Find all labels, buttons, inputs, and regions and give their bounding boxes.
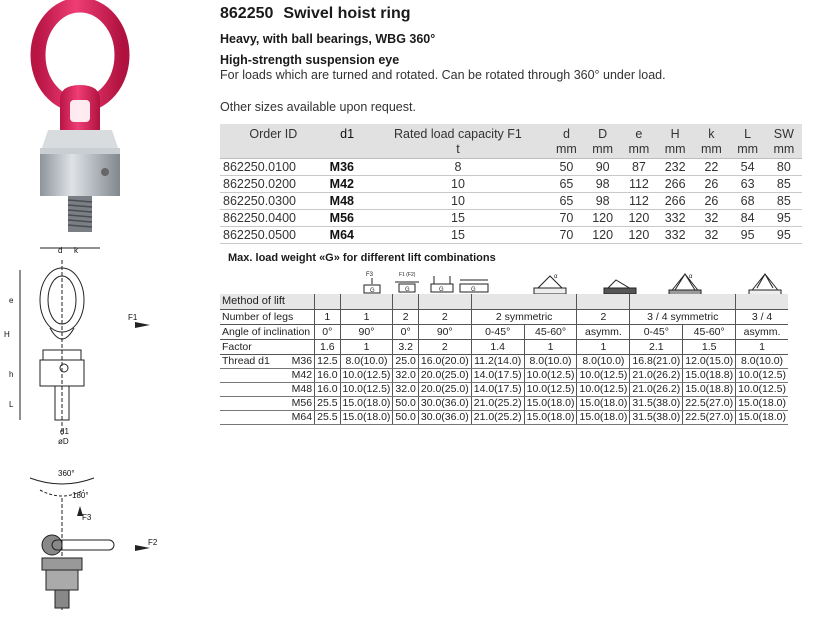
cell-value: 32.0 — [393, 383, 418, 397]
method-5 — [471, 294, 577, 310]
cell-value: 15.0(18.8) — [683, 383, 736, 397]
label-method: Method of lift — [220, 294, 315, 310]
cell-value: 32.0 — [393, 369, 418, 383]
unit-SW: mm — [766, 142, 802, 159]
unit-rated: t — [368, 142, 549, 159]
label-thread: Thread d1 — [220, 355, 288, 369]
cell-L: 54 — [730, 159, 766, 176]
cell-order-id: 862250.0100 — [220, 159, 327, 176]
force-label-f3: F3 — [82, 513, 92, 522]
legs-8: 3 / 4 — [736, 310, 788, 325]
angle-9: 45-60° — [683, 325, 736, 340]
cell-thread: M64 — [288, 411, 315, 425]
method-7 — [630, 294, 736, 310]
cell-e: 87 — [621, 159, 657, 176]
svg-text:F1 (F2): F1 (F2) — [399, 272, 416, 278]
order-table — [220, 124, 802, 244]
cell-d: 70 — [548, 227, 584, 244]
col-rated-load: Rated load capacity F1 — [368, 124, 549, 142]
cell-L: 84 — [730, 210, 766, 227]
cell-value: 31.5(38.0) — [630, 411, 683, 425]
cell-value: 30.0(36.0) — [418, 397, 471, 411]
cell-value: 10.0(12.5) — [340, 369, 393, 383]
availability-note: Other sizes available upon request. — [220, 100, 416, 114]
cell-L: 63 — [730, 176, 766, 193]
cell-SW: 95 — [766, 227, 802, 244]
lift-icon-two-asym — [600, 270, 640, 296]
legs-5: 2 symmetric — [471, 310, 577, 325]
cell-value: 10.0(12.5) — [736, 383, 788, 397]
svg-text:α: α — [689, 274, 693, 280]
cell-k: 26 — [693, 176, 729, 193]
cell-value: 15.0(18.0) — [340, 411, 393, 425]
svg-text:G: G — [471, 287, 476, 293]
cell-D: 98 — [585, 176, 621, 193]
table-row — [220, 227, 802, 244]
order-table-header — [220, 124, 802, 142]
dim-label-oD: øD — [58, 437, 69, 446]
label-empty — [220, 369, 288, 383]
cell-value: 15.0(18.0) — [736, 397, 788, 411]
angle-label-180: 180° — [72, 491, 89, 500]
label-empty — [220, 411, 288, 425]
angle-1: 0° — [315, 325, 340, 340]
cell-L: 68 — [730, 193, 766, 210]
table-row — [220, 355, 788, 369]
factor-5: 1.4 — [471, 340, 524, 355]
lift-table-wrapper — [220, 294, 788, 425]
factor-8: 2.1 — [630, 340, 683, 355]
cell-k: 26 — [693, 193, 729, 210]
feature-text: For loads which are turned and rotated. Can be rotated through 360° under load. — [220, 68, 666, 82]
dim-label-d: d — [58, 246, 63, 255]
angle-label-360: 360° — [58, 469, 75, 478]
cell-value: 8.0(10.0) — [736, 355, 788, 369]
svg-text:α: α — [554, 274, 558, 280]
cell-value: 14.0(17.5) — [471, 369, 524, 383]
cell-order-id: 862250.0300 — [220, 193, 327, 210]
label-empty — [220, 383, 288, 397]
cell-load: 10 — [368, 193, 549, 210]
row-factor — [220, 340, 788, 355]
lift-icon-two-sym — [530, 270, 570, 296]
cell-d: 70 — [548, 210, 584, 227]
cell-thread: M42 — [288, 369, 315, 383]
cell-H: 332 — [657, 210, 693, 227]
cell-k: 32 — [693, 227, 729, 244]
svg-text:G: G — [370, 288, 375, 294]
cell-value: 20.0(25.0) — [418, 383, 471, 397]
cell-value: 15.0(18.0) — [577, 411, 630, 425]
method-6 — [577, 294, 630, 310]
unit-blank-2 — [327, 142, 368, 159]
dim-label-d1: d1 — [60, 427, 69, 436]
table-row — [220, 210, 802, 227]
unit-d: mm — [548, 142, 584, 159]
cell-value: 12.0(15.0) — [683, 355, 736, 369]
product-subtitle: Heavy, with ball bearings, WBG 360° — [220, 32, 436, 46]
legs-3: 2 — [393, 310, 418, 325]
cell-value: 21.0(26.2) — [630, 383, 683, 397]
cell-thread: M36 — [288, 355, 315, 369]
feature-heading: High-strength suspension eye — [220, 53, 400, 67]
unit-k: mm — [693, 142, 729, 159]
cell-value: 15.0(18.8) — [683, 369, 736, 383]
dim-label-k: k — [74, 246, 78, 255]
cell-d1: M64 — [327, 227, 368, 244]
cell-load: 15 — [368, 210, 549, 227]
lift-table — [220, 294, 788, 425]
cell-value: 10.0(12.5) — [736, 369, 788, 383]
cell-value: 8.0(10.0) — [577, 355, 630, 369]
legs-2: 1 — [340, 310, 393, 325]
cell-value: 22.5(27.0) — [683, 411, 736, 425]
cell-value: 21.0(25.2) — [471, 397, 524, 411]
cell-load: 10 — [368, 176, 549, 193]
cell-load: 15 — [368, 227, 549, 244]
angle-6: 45-60° — [524, 325, 577, 340]
factor-3: 3.2 — [393, 340, 418, 355]
legs-4: 2 — [418, 310, 471, 325]
angle-7: asymm. — [577, 325, 630, 340]
factor-2: 1 — [340, 340, 393, 355]
cell-value: 15.0(18.0) — [577, 397, 630, 411]
svg-text:F3: F3 — [366, 272, 374, 278]
cell-value: 16.0 — [315, 383, 340, 397]
table-row — [220, 176, 802, 193]
cell-H: 332 — [657, 227, 693, 244]
row-method — [220, 294, 788, 310]
force-label-f1: F1 — [128, 313, 138, 322]
cell-order-id: 862250.0200 — [220, 176, 327, 193]
cell-SW: 95 — [766, 210, 802, 227]
cell-value: 8.0(10.0) — [524, 355, 577, 369]
label-factor: Factor — [220, 340, 315, 355]
cell-value: 25.0 — [393, 355, 418, 369]
force-label-f2: F2 — [148, 538, 158, 547]
factor-4: 2 — [418, 340, 471, 355]
angle-8: 0-45° — [630, 325, 683, 340]
cell-value: 16.0(20.0) — [418, 355, 471, 369]
cell-value: 20.0(25.0) — [418, 369, 471, 383]
cell-e: 120 — [621, 227, 657, 244]
unit-L: mm — [730, 142, 766, 159]
method-3 — [393, 294, 418, 310]
factor-9: 1.5 — [683, 340, 736, 355]
method-1 — [315, 294, 340, 310]
factor-1: 1.6 — [315, 340, 340, 355]
legs-6: 2 — [577, 310, 630, 325]
cell-d: 50 — [548, 159, 584, 176]
row-legs — [220, 310, 788, 325]
dim-label-h: h — [9, 370, 14, 379]
cell-H: 232 — [657, 159, 693, 176]
order-table-wrapper — [220, 124, 802, 244]
table-row — [220, 369, 788, 383]
cell-value: 11.2(14.0) — [471, 355, 524, 369]
cell-value: 16.0 — [315, 369, 340, 383]
table-row — [220, 383, 788, 397]
cell-value: 30.0(36.0) — [418, 411, 471, 425]
table-row — [220, 397, 788, 411]
cell-D: 120 — [585, 210, 621, 227]
method-4 — [418, 294, 471, 310]
product-illustrations — [0, 0, 215, 625]
lift-icon-two-side — [458, 270, 490, 294]
label-angle: Angle of inclination — [220, 325, 315, 340]
col-d: d — [548, 124, 584, 142]
order-table-units — [220, 142, 802, 159]
lift-icon-side — [393, 270, 423, 294]
cell-value: 16.8(21.0) — [630, 355, 683, 369]
cell-value: 25.5 — [315, 397, 340, 411]
label-empty — [220, 397, 288, 411]
lift-section-title: Max. load weight «G» for different lift combinations — [228, 252, 496, 264]
unit-D: mm — [585, 142, 621, 159]
cell-D: 90 — [585, 159, 621, 176]
col-d1: d1 — [327, 124, 368, 142]
cell-value: 50.0 — [393, 397, 418, 411]
cell-value: 15.0(18.0) — [736, 411, 788, 425]
cell-e: 120 — [621, 210, 657, 227]
cell-SW: 80 — [766, 159, 802, 176]
dim-label-H: H — [4, 330, 10, 339]
cell-k: 22 — [693, 159, 729, 176]
table-row — [220, 411, 788, 425]
unit-H: mm — [657, 142, 693, 159]
product-name: Swivel hoist ring — [283, 5, 411, 22]
factor-6: 1 — [524, 340, 577, 355]
cell-value: 8.0(10.0) — [340, 355, 393, 369]
dim-label-e: e — [9, 296, 14, 305]
cell-d1: M48 — [327, 193, 368, 210]
cell-value: 10.0(12.5) — [524, 383, 577, 397]
cell-H: 266 — [657, 193, 693, 210]
cell-value: 10.0(12.5) — [524, 369, 577, 383]
col-order-id: Order ID — [220, 124, 327, 142]
cell-load: 8 — [368, 159, 549, 176]
cell-value: 50.0 — [393, 411, 418, 425]
angle-10: asymm. — [736, 325, 788, 340]
label-legs: Number of legs — [220, 310, 315, 325]
cell-value: 25.5 — [315, 411, 340, 425]
cell-H: 266 — [657, 176, 693, 193]
cell-value: 15.0(18.0) — [340, 397, 393, 411]
cell-thread: M48 — [288, 383, 315, 397]
cell-d: 65 — [548, 193, 584, 210]
factor-10: 1 — [736, 340, 788, 355]
cell-value: 10.0(12.5) — [340, 383, 393, 397]
angle-3: 0° — [393, 325, 418, 340]
col-D: D — [585, 124, 621, 142]
unit-blank-1 — [220, 142, 327, 159]
col-L: L — [730, 124, 766, 142]
cell-L: 95 — [730, 227, 766, 244]
factor-7: 1 — [577, 340, 630, 355]
lift-icon-vertical — [360, 270, 384, 294]
product-title — [220, 5, 411, 23]
cell-value: 21.0(26.2) — [630, 369, 683, 383]
cell-e: 112 — [621, 193, 657, 210]
cell-SW: 85 — [766, 193, 802, 210]
cell-e: 112 — [621, 176, 657, 193]
cell-value: 21.0(25.2) — [471, 411, 524, 425]
row-angle — [220, 325, 788, 340]
cell-value: 10.0(12.5) — [577, 369, 630, 383]
cell-thread: M56 — [288, 397, 315, 411]
technical-drawing-side — [0, 240, 180, 455]
cell-order-id: 862250.0400 — [220, 210, 327, 227]
col-SW: SW — [766, 124, 802, 142]
cell-value: 14.0(17.5) — [471, 383, 524, 397]
method-2 — [340, 294, 393, 310]
cell-SW: 85 — [766, 176, 802, 193]
cell-value: 12.5 — [315, 355, 340, 369]
cell-d1: M42 — [327, 176, 368, 193]
cell-D: 120 — [585, 227, 621, 244]
col-e: e — [621, 124, 657, 142]
table-row — [220, 193, 802, 210]
cell-value: 15.0(18.0) — [524, 397, 577, 411]
angle-5: 0-45° — [471, 325, 524, 340]
col-H: H — [657, 124, 693, 142]
cell-d1: M36 — [327, 159, 368, 176]
svg-text:G: G — [405, 287, 410, 293]
product-photo — [0, 0, 160, 240]
cell-k: 32 — [693, 210, 729, 227]
cell-value: 15.0(18.0) — [524, 411, 577, 425]
cell-value: 10.0(12.5) — [577, 383, 630, 397]
dim-label-L: L — [9, 400, 14, 409]
angle-4: 90° — [418, 325, 471, 340]
method-8 — [736, 294, 788, 310]
lift-icon-two-vertical — [429, 270, 455, 294]
legs-1: 1 — [315, 310, 340, 325]
cell-value: 22.5(27.0) — [683, 397, 736, 411]
unit-e: mm — [621, 142, 657, 159]
col-k: k — [693, 124, 729, 142]
product-number: 862250 — [220, 5, 274, 22]
cell-value: 31.5(38.0) — [630, 397, 683, 411]
svg-text:G: G — [439, 287, 444, 293]
cell-D: 98 — [585, 193, 621, 210]
cell-d1: M56 — [327, 210, 368, 227]
legs-7: 3 / 4 symmetric — [630, 310, 736, 325]
angle-2: 90° — [340, 325, 393, 340]
cell-order-id: 862250.0500 — [220, 227, 327, 244]
table-row — [220, 159, 802, 176]
cell-d: 65 — [548, 176, 584, 193]
